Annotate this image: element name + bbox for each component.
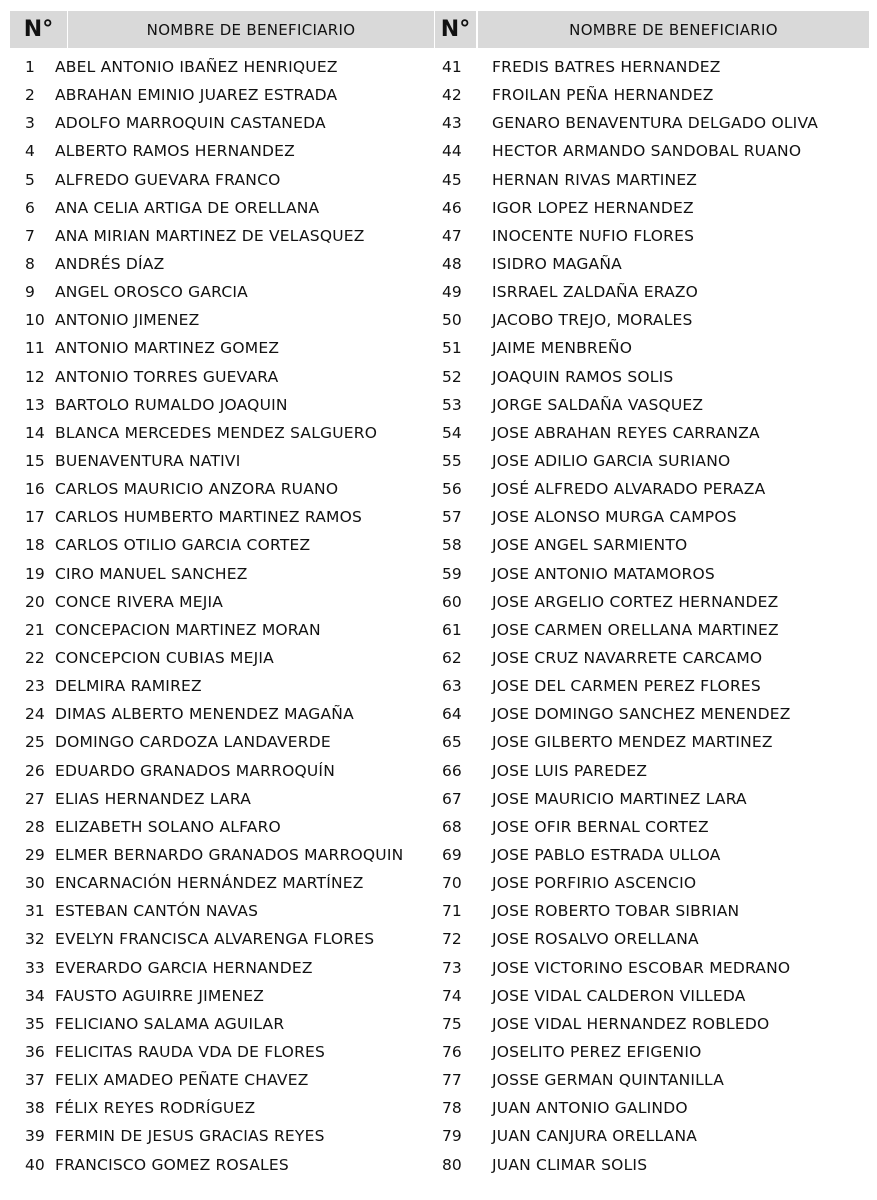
list-item: [436, 1122, 877, 1150]
list-item: [436, 419, 877, 447]
list-item: [0, 785, 440, 813]
beneficiary-name: BARTOLO RUMALDO JOAQUIN: [55, 395, 288, 414]
list-item: [436, 757, 877, 785]
beneficiary-name: CONCE RIVERA MEJIA: [55, 592, 224, 611]
row-number: 58: [442, 536, 462, 555]
beneficiary-name: GENARO BENAVENTURA DELGADO OLIVA: [492, 114, 819, 133]
beneficiary-name: CARLOS OTILIO GARCIA CORTEZ: [55, 536, 311, 555]
list-item: [0, 475, 440, 503]
list-item: [436, 250, 877, 278]
beneficiary-name: DOMINGO CARDOZA LANDAVERDE: [55, 733, 331, 752]
beneficiary-name: ANA CELIA ARTIGA DE ORELLANA: [55, 198, 320, 217]
beneficiary-name: JOSÉ ALFREDO ALVARADO PERAZA: [492, 480, 766, 499]
list-item: [0, 700, 440, 728]
list-item: [0, 757, 440, 785]
beneficiary-name: JUAN CANJURA ORELLANA: [492, 1127, 698, 1146]
row-number: 55: [442, 452, 462, 471]
row-number: 44: [442, 142, 462, 161]
beneficiary-name: JOSE MAURICIO MARTINEZ LARA: [492, 789, 747, 808]
list-item: [0, 166, 440, 194]
beneficiary-name: JOSE ANGEL SARMIENTO: [492, 536, 688, 555]
list-item: [0, 194, 440, 222]
list-item: [0, 447, 440, 475]
beneficiary-name: JOSE ALONSO MURGA CAMPOS: [492, 508, 737, 527]
row-number: 31: [25, 902, 45, 921]
row-number: 80: [442, 1155, 462, 1174]
beneficiary-name: JOSE GILBERTO MENDEZ MARTINEZ: [492, 733, 773, 752]
row-number: 26: [25, 761, 45, 780]
row-number: 42: [442, 86, 462, 105]
row-number: 75: [442, 1014, 462, 1033]
list-item: [0, 1038, 440, 1066]
list-item: [436, 588, 877, 616]
row-number: 7: [25, 226, 35, 245]
beneficiary-name: JOSELITO PEREZ EFIGENIO: [492, 1042, 702, 1061]
row-number: 4: [25, 142, 35, 161]
list-item: [0, 560, 440, 588]
list-item: [436, 53, 877, 81]
row-number: 69: [442, 846, 462, 864]
beneficiary-name: HERNAN RIVAS MARTINEZ: [492, 170, 698, 189]
list-item: [436, 475, 877, 503]
row-number: 46: [442, 198, 462, 217]
row-number: 24: [25, 705, 45, 724]
list-item: [0, 53, 440, 81]
row-number: 33: [25, 958, 45, 977]
row-number: 12: [25, 367, 45, 386]
beneficiary-name: ANTONIO TORRES GUEVARA: [55, 367, 279, 386]
beneficiary-name: FÉLIX REYES RODRÍGUEZ: [55, 1099, 256, 1118]
list-item: [436, 81, 877, 109]
list-item: [0, 1122, 440, 1150]
list-item: [0, 531, 440, 559]
list-item: [0, 841, 440, 869]
list-item: [436, 616, 877, 644]
row-number: 3: [25, 114, 35, 133]
list-item: [0, 869, 440, 897]
list-item: [436, 785, 877, 813]
row-number: 63: [442, 677, 462, 696]
beneficiary-name: FAUSTO AGUIRRE JIMENEZ: [55, 986, 265, 1005]
beneficiary-name: JOSE ARGELIO CORTEZ HERNANDEZ: [492, 592, 779, 611]
list-item: [0, 728, 440, 756]
row-number: 49: [442, 283, 462, 302]
list-item: [436, 447, 877, 475]
row-number: 10: [25, 311, 45, 330]
row-number: 60: [442, 592, 462, 611]
list-item: [436, 363, 877, 391]
list-item: [436, 672, 877, 700]
beneficiary-name: ADOLFO MARROQUIN CASTANEDA: [55, 114, 326, 133]
row-number: 28: [25, 817, 45, 836]
list-item: [436, 166, 877, 194]
list-item: [0, 925, 440, 953]
beneficiary-name: JOSE LUIS PAREDEZ: [492, 761, 648, 780]
beneficiary-name: INOCENTE NUFIO FLORES: [492, 226, 695, 245]
row-number: 5: [25, 170, 35, 189]
row-number: 65: [442, 733, 462, 752]
row-number: 15: [25, 452, 45, 471]
beneficiary-name: JOSE CARMEN ORELLANA MARTINEZ: [492, 620, 779, 639]
list-item: [0, 109, 440, 137]
beneficiary-name: ESTEBAN CANTÓN NAVAS: [55, 902, 259, 921]
beneficiary-name: JOSE VIDAL HERNANDEZ ROBLEDO: [492, 1014, 770, 1033]
beneficiary-name: ISIDRO MAGAÑA: [492, 255, 622, 274]
beneficiary-name: CONCEPACION MARTINEZ MORAN: [55, 620, 321, 639]
row-number: 76: [442, 1042, 462, 1061]
list-item: [436, 982, 877, 1010]
row-number: 22: [25, 649, 45, 668]
list-item: [0, 250, 440, 278]
header-name-right: NOMBRE DE BENEFICIARIO: [478, 11, 869, 48]
row-number: 16: [25, 480, 45, 499]
beneficiary-name: JOSE VICTORINO ESCOBAR MEDRANO: [492, 958, 791, 977]
beneficiary-name: ELIZABETH SOLANO ALFARO: [55, 817, 281, 836]
beneficiary-name: BLANCA MERCEDES MENDEZ SALGUERO: [55, 423, 378, 442]
list-item: [0, 1150, 440, 1178]
row-number: 66: [442, 761, 462, 780]
beneficiary-name: ANGEL OROSCO GARCIA: [55, 283, 248, 302]
list-item: [436, 1010, 877, 1038]
row-number: 23: [25, 677, 45, 696]
row-number: 54: [442, 423, 462, 442]
row-number: 18: [25, 536, 45, 555]
list-item: [0, 954, 440, 982]
beneficiary-name: HECTOR ARMANDO SANDOBAL RUANO: [492, 142, 802, 161]
list-item: [436, 1094, 877, 1122]
beneficiary-name: ALFREDO GUEVARA FRANCO: [55, 170, 281, 189]
row-number: 14: [25, 423, 45, 442]
beneficiary-name: JUAN CLIMAR SOLIS: [492, 1155, 648, 1174]
row-number: 72: [442, 930, 462, 949]
row-number: 67: [442, 789, 462, 808]
beneficiary-name: JAIME MENBREÑO: [492, 339, 633, 358]
list-item: [436, 897, 877, 925]
row-number: 32: [25, 930, 45, 949]
list-item: [0, 644, 440, 672]
list-item: [0, 1010, 440, 1038]
beneficiary-name: JOSE ROSALVO ORELLANA: [492, 930, 699, 949]
beneficiary-name: ANTONIO JIMENEZ: [55, 311, 200, 330]
beneficiary-name: ABRAHAN EMINIO JUAREZ ESTRADA: [55, 86, 338, 105]
list-item: [436, 194, 877, 222]
beneficiary-name: BUENAVENTURA NATIVI: [55, 452, 241, 471]
row-number: 34: [25, 986, 45, 1005]
row-number: 2: [25, 86, 35, 105]
list-item: [436, 813, 877, 841]
list-item: [0, 813, 440, 841]
beneficiary-name: EDUARDO GRANADOS MARROQUÍN: [55, 761, 335, 780]
list-item: [0, 503, 440, 531]
list-item: [436, 1038, 877, 1066]
header-number-right: N°: [435, 11, 476, 48]
row-number: 39: [25, 1127, 45, 1146]
list-item: [0, 1066, 440, 1094]
list-item: [436, 334, 877, 362]
row-number: 47: [442, 226, 462, 245]
row-number: 73: [442, 958, 462, 977]
list-item: [436, 137, 877, 165]
beneficiary-name: FROILAN PEÑA HERNANDEZ: [492, 86, 714, 105]
list-item: [0, 982, 440, 1010]
row-number: 30: [25, 874, 45, 893]
list-item: [0, 897, 440, 925]
row-number: 20: [25, 592, 45, 611]
row-number: 38: [25, 1099, 45, 1118]
row-number: 48: [442, 255, 462, 274]
list-item: [436, 728, 877, 756]
beneficiary-name: JOSE ABRAHAN REYES CARRANZA: [492, 423, 760, 442]
beneficiary-name: JOSE DEL CARMEN PEREZ FLORES: [492, 677, 761, 696]
row-number: 64: [442, 705, 462, 724]
list-item: [0, 222, 440, 250]
beneficiary-name: IGOR LOPEZ HERNANDEZ: [492, 198, 694, 217]
beneficiary-name: JOSE VIDAL CALDERON VILLEDA: [492, 986, 746, 1005]
row-number: 8: [25, 255, 35, 274]
row-number: 52: [442, 367, 462, 386]
row-number: 36: [25, 1042, 45, 1061]
beneficiary-name: JOSE OFIR BERNAL CORTEZ: [492, 817, 709, 836]
row-number: 21: [25, 620, 45, 639]
beneficiary-name: JOSE PORFIRIO ASCENCIO: [492, 874, 697, 893]
row-number: 6: [25, 198, 35, 217]
row-number: 62: [442, 649, 462, 668]
beneficiary-name: ENCARNACIÓN HERNÁNDEZ MARTÍNEZ: [55, 874, 364, 893]
list-item: [0, 334, 440, 362]
list-item: [0, 616, 440, 644]
beneficiary-name: DELMIRA RAMIREZ: [55, 677, 202, 696]
list-item: [436, 925, 877, 953]
beneficiary-name: JOSE ADILIO GARCIA SURIANO: [492, 452, 731, 471]
beneficiary-name: FELICITAS RAUDA VDA DE FLORES: [55, 1042, 326, 1061]
row-number: 19: [25, 564, 45, 583]
header-name-left: NOMBRE DE BENEFICIARIO: [68, 11, 434, 48]
beneficiary-list-left: [0, 53, 440, 1179]
list-item: [0, 306, 440, 334]
list-item: [436, 278, 877, 306]
row-number: 43: [442, 114, 462, 133]
list-item: [0, 391, 440, 419]
beneficiary-name: FELICIANO SALAMA AGUILAR: [55, 1014, 285, 1033]
beneficiary-name: FRANCISCO GOMEZ ROSALES: [55, 1155, 289, 1174]
beneficiary-name: ANA MIRIAN MARTINEZ DE VELASQUEZ: [55, 226, 365, 245]
list-item: [436, 531, 877, 559]
beneficiary-name: EVERARDO GARCIA HERNANDEZ: [55, 958, 313, 977]
row-number: 1: [25, 58, 35, 77]
beneficiary-name: ANTONIO MARTINEZ GOMEZ: [55, 339, 280, 358]
row-number: 50: [442, 311, 462, 330]
list-item: [0, 672, 440, 700]
beneficiary-name: ISRRAEL ZALDAÑA ERAZO: [492, 283, 699, 302]
beneficiary-name: JOAQUIN RAMOS SOLIS: [492, 367, 674, 386]
list-item: [0, 1094, 440, 1122]
list-item: [0, 137, 440, 165]
row-number: 13: [25, 395, 45, 414]
row-number: 59: [442, 564, 462, 583]
beneficiary-name: JOSE PABLO ESTRADA ULLOA: [492, 846, 721, 864]
row-number: 70: [442, 874, 462, 893]
row-number: 71: [442, 902, 462, 921]
beneficiary-name: CONCEPCION CUBIAS MEJIA: [55, 649, 274, 668]
beneficiary-name: FERMIN DE JESUS GRACIAS REYES: [55, 1127, 325, 1146]
row-number: 27: [25, 789, 45, 808]
list-item: [436, 560, 877, 588]
beneficiary-name: CARLOS HUMBERTO MARTINEZ RAMOS: [55, 508, 363, 527]
list-item: [436, 644, 877, 672]
beneficiary-name: ELIAS HERNANDEZ LARA: [55, 789, 251, 808]
beneficiary-name: JOSSE GERMAN QUINTANILLA: [492, 1071, 725, 1090]
list-item: [436, 391, 877, 419]
beneficiary-name: ABEL ANTONIO IBAÑEZ HENRIQUEZ: [55, 58, 338, 77]
beneficiary-name: EVELYN FRANCISCA ALVARENGA FLORES: [55, 930, 375, 949]
row-number: 78: [442, 1099, 462, 1118]
row-number: 29: [25, 846, 45, 864]
row-number: 17: [25, 508, 45, 527]
beneficiary-name: ANDRÉS DÍAZ: [55, 255, 165, 274]
list-item: [0, 278, 440, 306]
row-number: 9: [25, 283, 35, 302]
beneficiary-name: JOSE ROBERTO TOBAR SIBRIAN: [492, 902, 740, 921]
beneficiary-name: DIMAS ALBERTO MENENDEZ MAGAÑA: [55, 705, 354, 724]
list-item: [436, 1150, 877, 1178]
beneficiary-name: CARLOS MAURICIO ANZORA RUANO: [55, 480, 339, 499]
beneficiary-name: ALBERTO RAMOS HERNANDEZ: [55, 142, 295, 161]
row-number: 74: [442, 986, 462, 1005]
beneficiary-name: FREDIS BATRES HERNANDEZ: [492, 58, 721, 77]
list-item: [436, 306, 877, 334]
row-number: 79: [442, 1127, 462, 1146]
list-item: [0, 419, 440, 447]
row-number: 51: [442, 339, 462, 358]
list-item: [436, 1066, 877, 1094]
row-number: 45: [442, 170, 462, 189]
row-number: 40: [25, 1155, 45, 1174]
list-item: [0, 81, 440, 109]
beneficiary-list-right: [436, 53, 877, 1179]
row-number: 41: [442, 58, 462, 77]
row-number: 25: [25, 733, 45, 752]
beneficiary-name: FELIX AMADEO PEÑATE CHAVEZ: [55, 1071, 309, 1090]
beneficiary-name: CIRO MANUEL SANCHEZ: [55, 564, 248, 583]
beneficiary-name: JOSE CRUZ NAVARRETE CARCAMO: [492, 649, 763, 668]
beneficiary-name: JORGE SALDAÑA VASQUEZ: [492, 395, 704, 414]
beneficiary-name: ELMER BERNARDO GRANADOS MARROQUIN: [55, 846, 404, 864]
list-item: [436, 700, 877, 728]
row-number: 56: [442, 480, 462, 499]
row-number: 57: [442, 508, 462, 527]
header-number-left: N°: [10, 11, 67, 48]
beneficiary-name: JUAN ANTONIO GALINDO: [492, 1099, 688, 1118]
beneficiary-name: JACOBO TREJO, MORALES: [492, 311, 693, 330]
row-number: 61: [442, 620, 462, 639]
row-number: 53: [442, 395, 462, 414]
list-item: [436, 503, 877, 531]
row-number: 37: [25, 1071, 45, 1090]
list-item: [436, 109, 877, 137]
row-number: 11: [25, 339, 45, 358]
beneficiary-name: JOSE DOMINGO SANCHEZ MENENDEZ: [492, 705, 791, 724]
list-item: [0, 588, 440, 616]
row-number: 77: [442, 1071, 462, 1090]
list-item: [436, 222, 877, 250]
list-item: [436, 869, 877, 897]
list-item: [436, 954, 877, 982]
list-item: [436, 841, 877, 869]
row-number: 68: [442, 817, 462, 836]
list-item: [0, 363, 440, 391]
row-number: 35: [25, 1014, 45, 1033]
beneficiary-name: JOSE ANTONIO MATAMOROS: [492, 564, 715, 583]
